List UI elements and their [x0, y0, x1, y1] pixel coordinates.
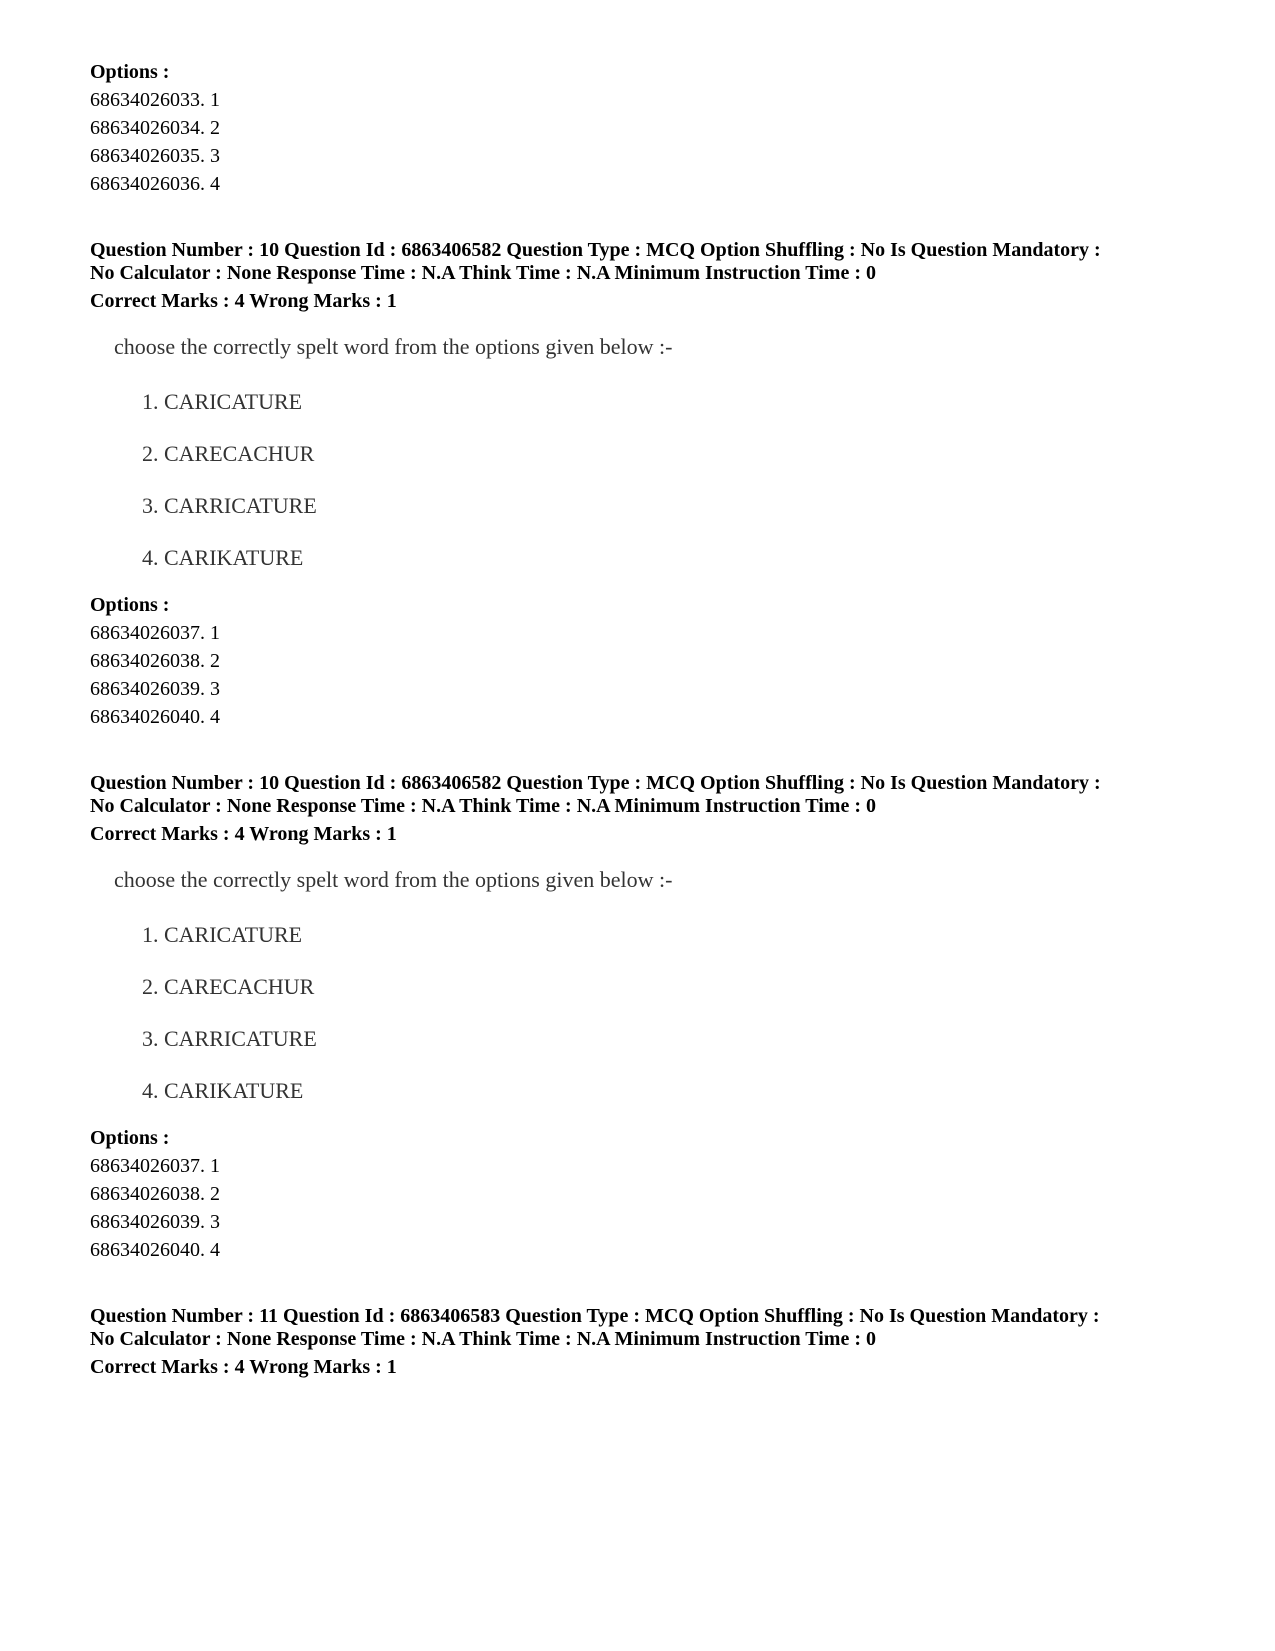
- question-header-line: No Calculator : None Response Time : N.A Think Time : N.A Minimum Instruction Time : 0: [90, 262, 876, 284]
- option-line: 68634026040. 4: [90, 706, 220, 728]
- option-line: 68634026040. 4: [90, 1239, 220, 1261]
- question-header-line: No Calculator : None Response Time : N.A Think Time : N.A Minimum Instruction Time : 0: [90, 1328, 876, 1350]
- question-image: [114, 329, 1210, 573]
- options-title: Options :: [90, 594, 170, 616]
- choice-item: 1. CARICATURE: [142, 389, 303, 414]
- choice-item: 3. CARRICATURE: [142, 493, 317, 518]
- option-line: 68634026036. 4: [90, 173, 220, 195]
- spacer: [90, 198, 1210, 239]
- choice-item: 4. CARIKATURE: [142, 545, 304, 570]
- spacer: [90, 731, 1210, 772]
- options-block: [90, 58, 1210, 198]
- option-line: 68634026033. 1: [90, 89, 220, 111]
- document-page: [90, 58, 1210, 1381]
- option-line: 68634026035. 3: [90, 145, 220, 167]
- option-line: 68634026037. 1: [90, 622, 220, 644]
- question-block: [90, 239, 1210, 731]
- option-line: 68634026038. 2: [90, 650, 220, 672]
- choice-item: 2. CARECACHUR: [142, 974, 315, 999]
- choice-item: 3. CARRICATURE: [142, 1026, 317, 1051]
- question-header-line: Question Number : 10 Question Id : 6863406582 Question Type : MCQ Option Shuffling : No Is Question Mandatory :: [90, 772, 1101, 794]
- option-line: 68634026034. 2: [90, 117, 220, 139]
- question-header-line: Question Number : 11 Question Id : 6863406583 Question Type : MCQ Option Shuffling : No Is Question Mandatory :: [90, 1305, 1100, 1327]
- marks-line: Correct Marks : 4 Wrong Marks : 1: [90, 823, 397, 845]
- options-block: [90, 1124, 1210, 1264]
- choice-item: 1. CARICATURE: [142, 922, 303, 947]
- choice-item: 4. CARIKATURE: [142, 1078, 304, 1103]
- choice-item: 2. CARECACHUR: [142, 441, 315, 466]
- marks-line: Correct Marks : 4 Wrong Marks : 1: [90, 1356, 397, 1378]
- question-prompt: choose the correctly spelt word from the options given below :-: [114, 334, 673, 359]
- options-block: [90, 591, 1210, 731]
- option-line: 68634026039. 3: [90, 678, 220, 700]
- question-block: [90, 772, 1210, 1264]
- option-line: 68634026039. 3: [90, 1211, 220, 1233]
- marks-line: Correct Marks : 4 Wrong Marks : 1: [90, 290, 397, 312]
- question-block: [90, 1305, 1210, 1381]
- spacer: [90, 573, 1210, 591]
- question-header-line: Question Number : 10 Question Id : 6863406582 Question Type : MCQ Option Shuffling : No Is Question Mandatory :: [90, 239, 1101, 261]
- question-image: [114, 862, 1210, 1106]
- question-header-line: No Calculator : None Response Time : N.A Think Time : N.A Minimum Instruction Time : 0: [90, 795, 876, 817]
- option-line: 68634026037. 1: [90, 1155, 220, 1177]
- spacer: [90, 1264, 1210, 1305]
- question-prompt: choose the correctly spelt word from the options given below :-: [114, 867, 673, 892]
- option-line: 68634026038. 2: [90, 1183, 220, 1205]
- options-title: Options :: [90, 61, 170, 83]
- options-title: Options :: [90, 1127, 170, 1149]
- spacer: [90, 1106, 1210, 1124]
